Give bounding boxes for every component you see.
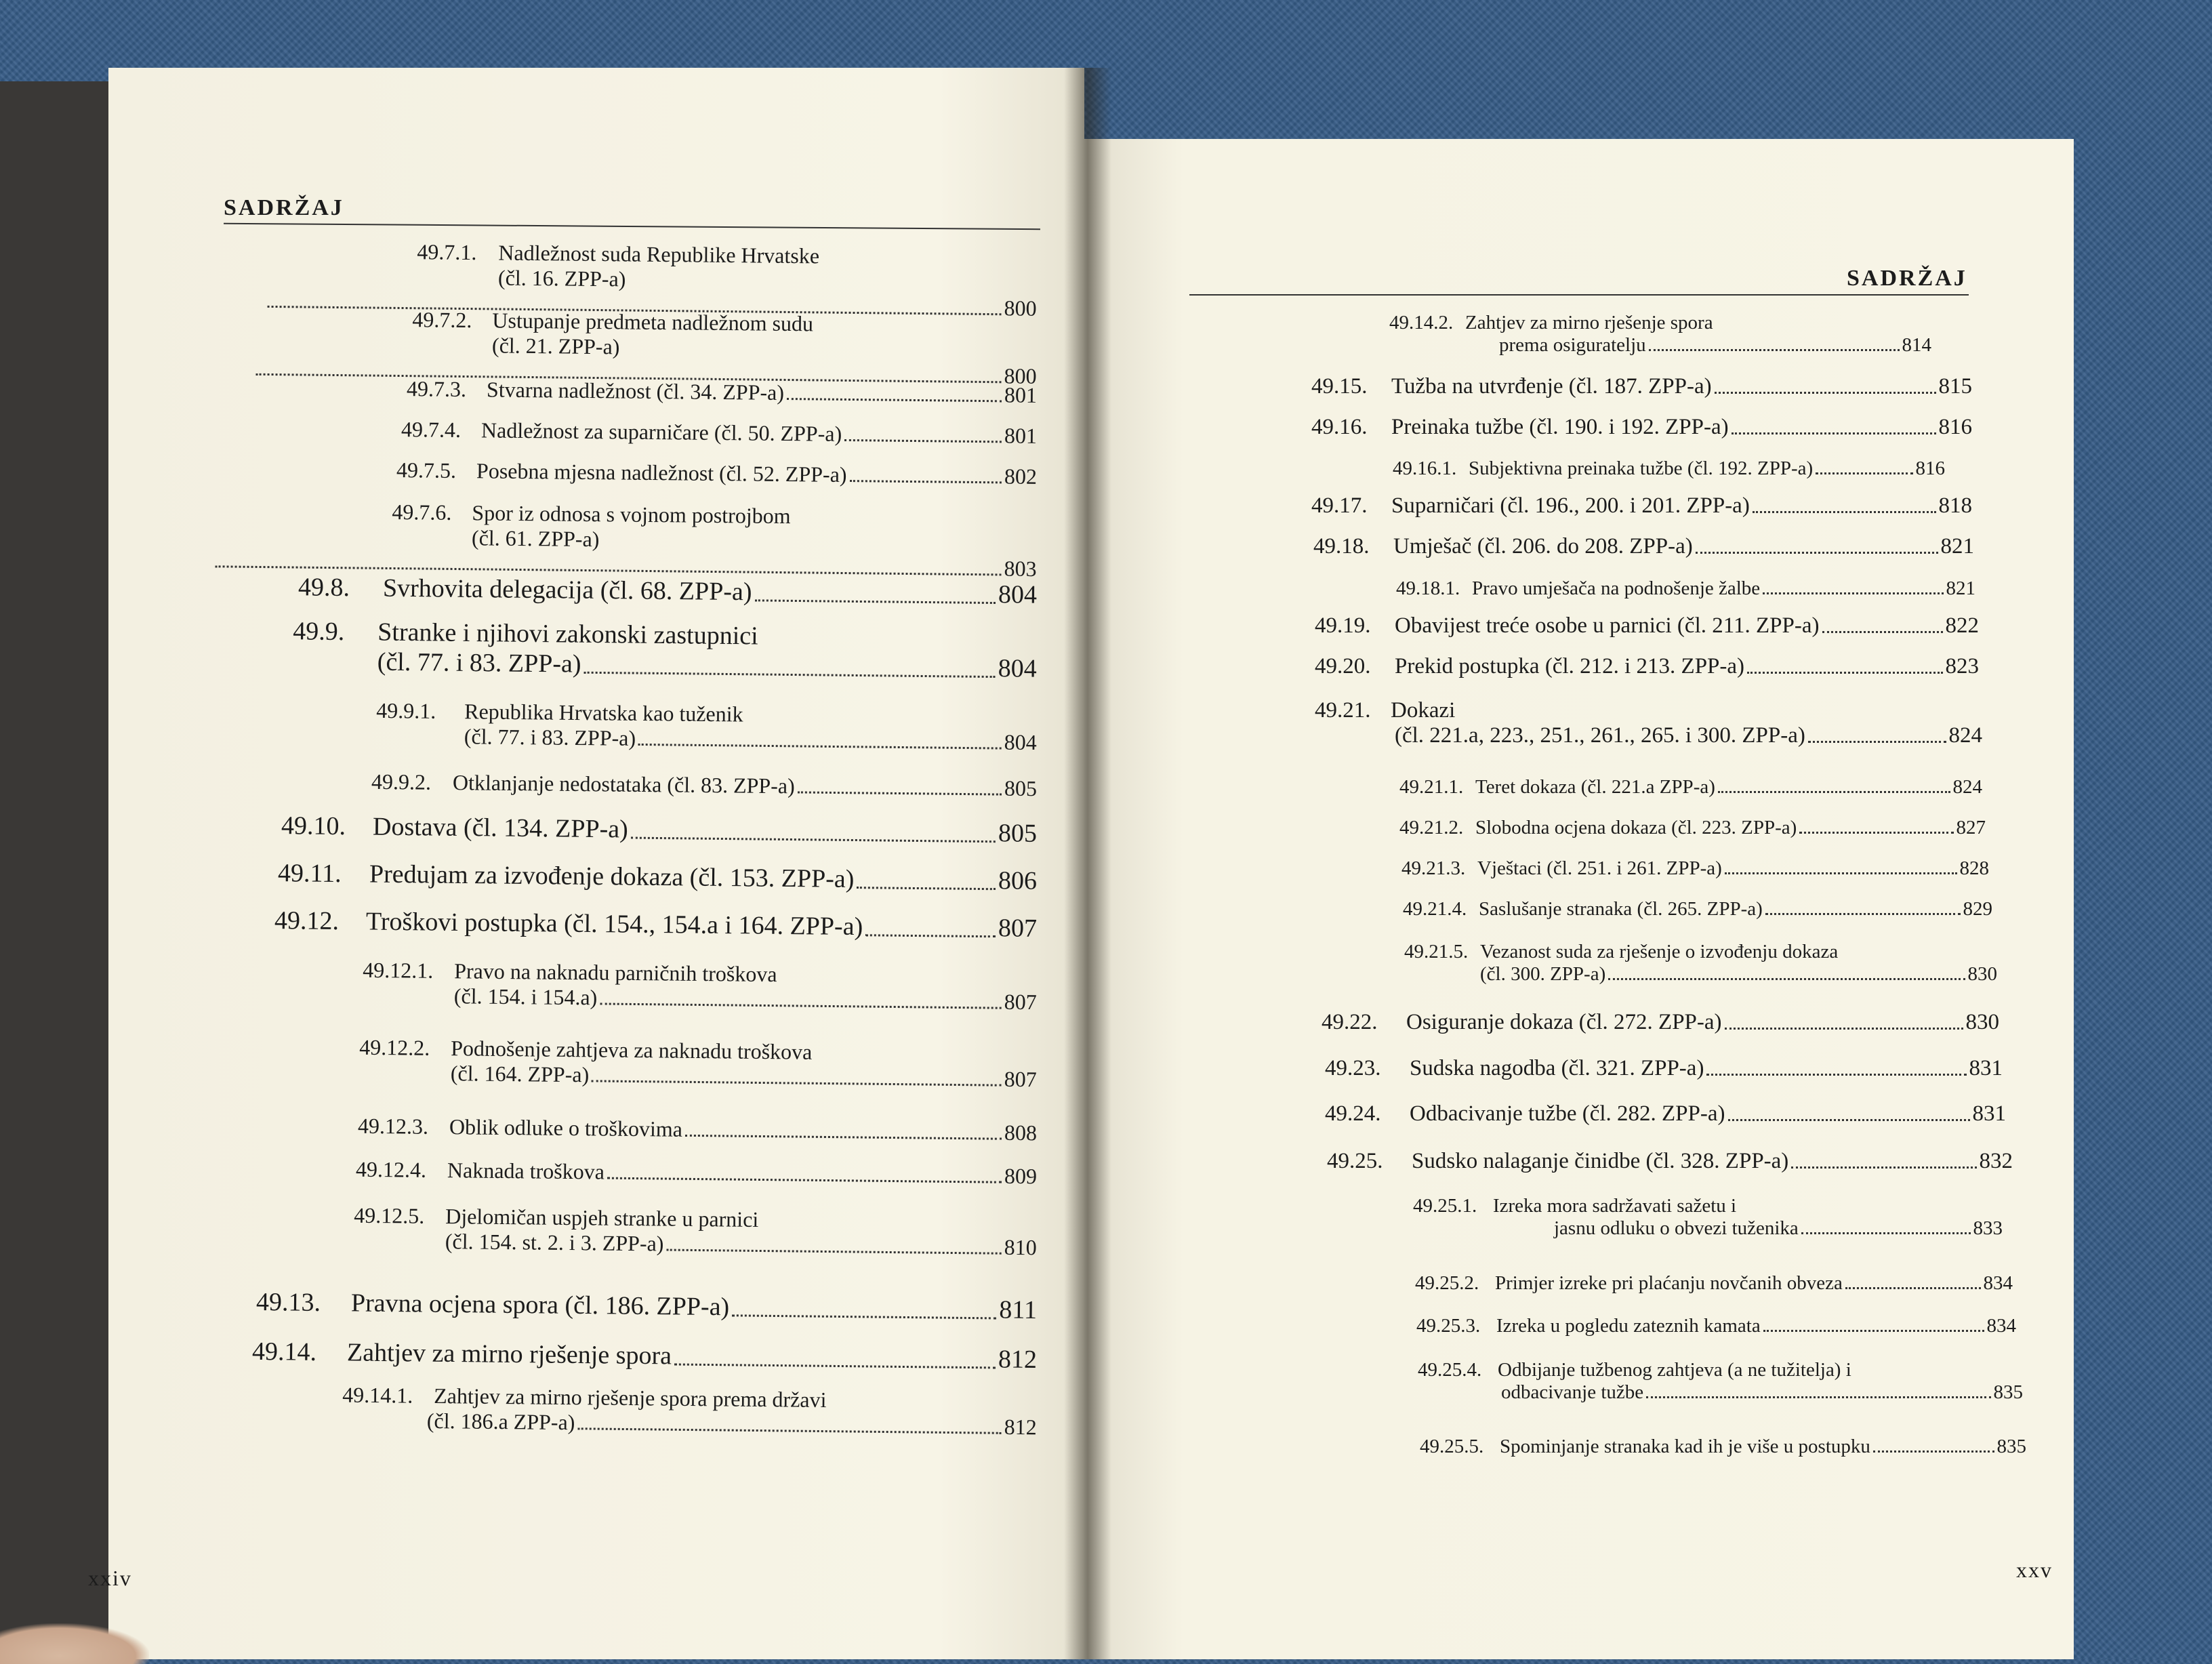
toc-entry-page: 801 [1004, 423, 1038, 448]
toc-entry[interactable] [1401, 857, 1989, 880]
leader-dots [1646, 1396, 1990, 1398]
toc-entry[interactable] [1322, 1010, 1999, 1035]
toc-entry[interactable] [363, 958, 1038, 1015]
toc-entry-title: Umješač (čl. 206. do 208. ZPP-a) [1393, 534, 1693, 559]
toc-entry-number: 49.25.2. [1415, 1272, 1479, 1294]
toc-entry-page: 821 [1940, 534, 1974, 559]
toc-entry-cont: (čl. 186.a ZPP-a) [426, 1408, 575, 1435]
toc-entry-page: 823 [1945, 654, 1979, 678]
toc-entry-number: 49.12.4. [355, 1156, 427, 1182]
toc-entry-number: 49.12.3. [357, 1113, 429, 1139]
toc-entry-number: 49.16.1. [1393, 458, 1457, 479]
toc-entry-cont: (čl. 154. st. 2. i 3. ZPP-a) [445, 1229, 664, 1256]
toc-entry-page: 800 [1004, 296, 1037, 321]
toc-entry-page: 831 [1972, 1101, 2006, 1126]
toc-entry-number: 49.13. [255, 1287, 321, 1317]
toc-entry-number: 49.10. [281, 811, 346, 841]
toc-entry-number: 49.8. [298, 573, 350, 603]
book-gutter [1064, 68, 1111, 1659]
toc-entry-page: 815 [1938, 374, 1972, 399]
toc-entry-page: 809 [1004, 1163, 1038, 1189]
toc-entry-title: Zahtjev za mirno rješenje spora [346, 1338, 672, 1371]
toc-entry-number: 49.12.1. [363, 957, 434, 983]
toc-entry-title: Podnošenje zahtjeva za naknadu troškova [451, 1036, 813, 1064]
toc-entry-cont: (čl. 164. ZPP-a) [450, 1061, 590, 1087]
toc-entry-page: 807 [998, 914, 1038, 943]
right-header-rule [1189, 294, 1969, 296]
leader-dots [1725, 1028, 1963, 1030]
toc-entry-cont: (čl. 21. ZPP-a) [491, 333, 620, 359]
toc-entry-title: Nadležnost za suparničare (čl. 50. ZPP-a) [480, 418, 842, 446]
toc-entry-title: Primjer izreke pri plaćanju novčanih obveza [1495, 1272, 1843, 1294]
leader-dots [592, 1080, 1002, 1086]
leader-dots [607, 1177, 1002, 1183]
right-page-header: SADRŽAJ [1847, 266, 1967, 291]
toc-entry[interactable] [1315, 613, 1979, 638]
toc-entry-page: 807 [1004, 989, 1037, 1015]
leader-dots [1808, 741, 1946, 743]
toc-entry[interactable] [1399, 776, 1982, 798]
toc-entry-title: Tužba na utvrđenje (čl. 187. ZPP-a) [1391, 374, 1712, 399]
toc-entry-page: 824 [1952, 776, 1982, 798]
toc-entry-number: 49.7.5. [396, 458, 457, 483]
toc-entry-number: 49.21.2. [1399, 817, 1464, 838]
leader-dots [1801, 1232, 1971, 1234]
toc-entry-title: Suparničari (čl. 196., 200. i 201. ZPP-a) [1391, 493, 1750, 518]
toc-entry[interactable] [1420, 1436, 2026, 1458]
toc-entry-number: 49.25.4. [1418, 1359, 1482, 1381]
leader-dots [1816, 472, 1912, 474]
toc-entry-page: 811 [999, 1295, 1038, 1325]
toc-entry-title: Spominjanje stranaka kad ih je više u postupku [1500, 1436, 1870, 1457]
toc-entry-cont: (čl. 154. i 154.a) [453, 983, 598, 1010]
toc-entry-number: 49.11. [277, 859, 342, 889]
toc-entry-number: 49.20. [1315, 654, 1371, 678]
toc-entry-title: Pravo na naknadu parničnih troškova [454, 958, 777, 987]
toc-entry-number: 49.16. [1311, 415, 1368, 439]
toc-entry[interactable] [1315, 654, 1979, 679]
leader-dots [666, 1249, 1001, 1255]
leader-dots [1799, 832, 1953, 834]
toc-entry-cont: (čl. 300. ZPP-a) [1480, 963, 1606, 985]
toc-entry[interactable] [1325, 1056, 2003, 1081]
toc-entry-title: Prekid postupka (čl. 212. i 213. ZPP-a) [1395, 654, 1745, 678]
leader-dots [844, 439, 1002, 443]
toc-entry-title: Republika Hrvatska kao tuženik [464, 699, 743, 727]
leader-dots [631, 837, 996, 843]
toc-entry-number: 49.15. [1311, 374, 1368, 399]
toc-entry-cont: jasnu odluku o obvezi tuženika [1554, 1217, 1799, 1239]
toc-entry-page: 835 [1993, 1381, 2023, 1403]
toc-entry-cont: (čl. 16. ZPP-a) [497, 265, 626, 291]
leader-dots [1873, 1450, 1994, 1453]
toc-entry-number: 49.22. [1322, 1010, 1378, 1034]
toc-entry-number: 49.9. [293, 617, 345, 647]
leader-dots [1608, 978, 1965, 980]
toc-entry[interactable] [391, 500, 1037, 582]
toc-entry-title: Subjektivna preinaka tužbe (čl. 192. ZPP-a) [1469, 458, 1814, 479]
toc-entry-title: Odbacivanje tužbe (čl. 282. ZPP-a) [1410, 1101, 1725, 1126]
toc-entry-number: 49.19. [1315, 613, 1371, 638]
toc-entry-title: Dostava (čl. 134. ZPP-a) [372, 812, 628, 844]
toc-entry-page: 829 [1963, 898, 1992, 920]
toc-entry-title: Djelomičan uspjeh stranke u parnici [445, 1204, 759, 1232]
left-folio: xxiv [88, 1566, 132, 1590]
toc-entry-title: Vještaci (čl. 251. i 261. ZPP-a) [1477, 857, 1722, 879]
leader-dots [638, 744, 1002, 750]
toc-entry[interactable] [1396, 577, 1975, 600]
leader-dots [1732, 432, 1936, 434]
toc-entry-title: Svrhovita delegacija (čl. 68. ZPP-a) [382, 573, 752, 607]
leader-dots [1747, 672, 1942, 674]
toc-entry-number: 49.14.1. [342, 1382, 413, 1408]
toc-entry[interactable] [1399, 817, 1986, 839]
toc-entry-number: 49.21.4. [1403, 898, 1467, 920]
leader-dots [1728, 1119, 1970, 1121]
leader-dots [1822, 631, 1943, 633]
toc-entry-page: 816 [1938, 415, 1972, 439]
toc-entry-title: Sudska nagodba (čl. 321. ZPP-a) [1410, 1056, 1704, 1080]
toc-entry-page: 812 [1004, 1414, 1037, 1440]
toc-entry-title: Osiguranje dokaza (čl. 272. ZPP-a) [1406, 1010, 1722, 1034]
leader-dots [1696, 552, 1938, 554]
toc-entry-cont: (čl. 77. i 83. ZPP-a) [377, 647, 581, 678]
leader-dots [1763, 592, 1943, 594]
toc-entry-number: 49.7.3. [406, 376, 467, 402]
toc-entry[interactable] [354, 1203, 1038, 1261]
leader-dots [583, 672, 995, 678]
toc-entry-page: 804 [1004, 729, 1037, 755]
toc-entry[interactable] [1313, 534, 1974, 559]
toc-entry-number: 49.24. [1325, 1101, 1381, 1126]
toc-entry-page: 807 [1004, 1066, 1037, 1092]
left-page-header: SADRŽAJ [224, 195, 344, 220]
toc-entry-title: Slobodna ocjena dokaza (čl. 223. ZPP-a) [1475, 817, 1797, 838]
toc-entry[interactable] [1418, 1359, 2023, 1404]
toc-entry-title: Odbijanje tužbenog zahtjeva (a ne tužitelja) i [1498, 1359, 1851, 1381]
toc-entry-page: 828 [1959, 857, 1989, 879]
toc-entry-title: Stranke i njihovi zakonski zastupnici [377, 617, 758, 651]
toc-entry-page: 834 [1986, 1315, 2016, 1337]
toc-entry-page: 818 [1938, 493, 1972, 518]
toc-entry-cont: odbacivanje tužbe [1501, 1381, 1644, 1403]
toc-entry-page: 808 [1004, 1120, 1038, 1145]
toc-entry-title: Oblik odluke o troškovima [449, 1114, 683, 1141]
toc-entry[interactable] [1393, 458, 1945, 480]
toc-entry-page: 834 [1983, 1272, 2013, 1294]
toc-entry-title: Pravo umješača na podnošenje žalbe [1472, 577, 1761, 599]
toc-entry-number: 49.25. [1327, 1149, 1383, 1173]
finger [0, 1623, 149, 1664]
toc-entry-title: Spor iz odnosa s vojnom postrojbom [472, 500, 791, 529]
toc-entry-number: 49.7.1. [417, 239, 477, 265]
toc-entry-page: 800 [1004, 363, 1037, 388]
leader-dots [600, 1002, 1001, 1009]
leader-dots [1649, 349, 1900, 351]
toc-entry-cont: (čl. 77. i 83. ZPP-a) [464, 724, 636, 750]
toc-entry-number: 49.12.5. [354, 1202, 425, 1228]
toc-entry-title: Vezanost suda za rješenje o izvođenju dokaza [1480, 941, 1839, 962]
toc-entry-number: 49.21. [1315, 698, 1371, 723]
leader-dots [798, 791, 1002, 795]
toc-entry[interactable] [1327, 1149, 2013, 1174]
toc-entry-number: 49.25.1. [1413, 1195, 1477, 1217]
toc-entry-title: Zahtjev za mirno rješenje spora [1465, 312, 1713, 333]
toc-entry[interactable] [1389, 312, 1931, 357]
toc-entry-page: 824 [1948, 723, 1982, 748]
toc-entry[interactable] [359, 1035, 1038, 1092]
leader-dots [1718, 791, 1950, 793]
toc-entry-page: 804 [998, 654, 1037, 683]
toc-entry-page: 827 [1956, 817, 1986, 838]
toc-entry[interactable] [1415, 1272, 2013, 1295]
toc-entry-number: 49.17. [1311, 493, 1368, 518]
toc-entry-page: 833 [1973, 1217, 2003, 1239]
leader-dots [1791, 1166, 1976, 1169]
toc-entry-page: 805 [998, 819, 1038, 848]
toc-entry-title: Posebna mjesna nadležnost (čl. 52. ZPP-a) [476, 458, 847, 487]
toc-entry-number: 49.21.3. [1401, 857, 1466, 879]
toc-entry-title: Otklanjanje nedostataka (čl. 83. ZPP-a) [452, 770, 795, 798]
toc-entry-page: 804 [998, 580, 1038, 609]
toc-entry-page: 806 [998, 866, 1038, 895]
leader-dots [1845, 1287, 1981, 1289]
leader-dots [865, 934, 996, 937]
toc-entry[interactable] [1413, 1195, 2003, 1240]
leader-dots [685, 1135, 1002, 1140]
toc-entry-page: 822 [1945, 613, 1979, 638]
toc-entry-page: 832 [1979, 1149, 2013, 1173]
toc-entry[interactable] [293, 616, 1038, 683]
toc-entry-page: 810 [1004, 1234, 1037, 1260]
toc-entry-page: 803 [1004, 556, 1037, 581]
toc-entry-cont: prema osiguratelju [1499, 334, 1646, 356]
toc-entry-page: 830 [1967, 963, 1997, 985]
toc-entry[interactable] [1325, 1101, 2006, 1127]
leader-dots [1715, 392, 1936, 394]
toc-entry-title: Teret dokaza (čl. 221.a ZPP-a) [1475, 776, 1715, 798]
toc-entry[interactable] [1315, 698, 1982, 748]
toc-entry-number: 49.9.2. [371, 769, 432, 794]
toc-entry-title: Preinaka tužbe (čl. 190. i 192. ZPP-a) [1391, 415, 1729, 439]
leader-dots [787, 398, 1002, 402]
toc-entry-number: 49.7.6. [392, 500, 452, 525]
toc-entry-number: 49.7.2. [412, 307, 472, 333]
toc-entry-page: 835 [1996, 1436, 2026, 1457]
toc-entry-number: 49.14.2. [1389, 312, 1454, 333]
toc-entry-page: 814 [1902, 334, 1931, 356]
toc-entry-page: 812 [998, 1345, 1038, 1375]
leader-dots [1706, 1074, 1966, 1076]
toc-entry-page: 821 [1946, 577, 1975, 599]
leader-dots [857, 887, 996, 890]
right-folio: xxv [2016, 1558, 2053, 1582]
toc-entry-page: 801 [1004, 382, 1038, 407]
toc-entry[interactable] [1311, 374, 1972, 399]
leader-dots [1765, 913, 1961, 915]
toc-entry-page: 802 [1004, 464, 1038, 489]
toc-entry-page: 816 [1915, 458, 1945, 479]
toc-entry-title: Saslušanje stranaka (čl. 265. ZPP-a) [1479, 898, 1763, 920]
toc-entry[interactable] [376, 698, 1038, 755]
toc-entry-title: Predujam za izvođenje dokaza (čl. 153. ZPP-a) [369, 859, 855, 894]
toc-entry[interactable] [1311, 415, 1972, 440]
toc-entry-title: Zahtjev za mirno rješenje spora prema državi [434, 1383, 827, 1413]
leader-dots [1763, 1330, 1984, 1332]
leader-dots [674, 1363, 996, 1368]
toc-entry-page: 831 [1969, 1056, 2003, 1080]
toc-entry-cont: (čl. 61. ZPP-a) [471, 525, 600, 552]
toc-entry-number: 49.25.5. [1420, 1436, 1484, 1457]
toc-entry[interactable] [342, 1383, 1038, 1440]
toc-entry-title: Obavijest treće osobe u parnici (čl. 211. ZPP-a) [1395, 613, 1820, 638]
toc-entry-page: 830 [1965, 1010, 1999, 1034]
toc-entry-title: Sudsko nalaganje činidbe (čl. 328. ZPP-a) [1412, 1149, 1789, 1173]
toc-entry-title: Izreka u pogledu zateznih kamata [1496, 1315, 1761, 1337]
toc-entry-number: 49.12. [274, 906, 340, 936]
toc-entry[interactable] [1404, 941, 1997, 986]
toc-entry-number: 49.18.1. [1396, 577, 1460, 599]
leader-dots [577, 1427, 1001, 1434]
toc-entry-cont: (čl. 221.a, 223., 251., 261., 265. i 300. ZPP-a) [1395, 723, 1805, 748]
toc-entry-number: 49.12.2. [359, 1034, 430, 1060]
toc-entry-title: Ustupanje predmeta nadležnom sudu [492, 308, 814, 336]
toc-entry[interactable] [1311, 493, 1972, 519]
leader-dots [849, 480, 1001, 483]
toc-entry-number: 49.14. [251, 1337, 317, 1366]
toc-entry-title: Troškovi postupka (čl. 154., 154.a i 164. ZPP-a) [365, 907, 863, 941]
leader-dots [1725, 872, 1957, 874]
leader-dots [732, 1314, 996, 1319]
toc-entry[interactable] [1416, 1315, 2016, 1337]
toc-entry-title: Dokazi [1391, 698, 1456, 723]
toc-entry-title: Pravna ocjena spora (čl. 186. ZPP-a) [350, 1288, 730, 1322]
toc-entry-title: Izreka mora sadržavati sažetu i [1493, 1195, 1737, 1217]
toc-entry-number: 49.9.1. [376, 697, 436, 723]
toc-entry-number: 49.25.3. [1416, 1315, 1481, 1337]
toc-entry[interactable] [1403, 898, 1992, 920]
toc-entry-page: 805 [1004, 775, 1038, 801]
leader-dots [754, 599, 995, 604]
toc-entry-number: 49.7.4. [401, 417, 462, 443]
toc-entry-title: Stvarna nadležnost (čl. 34. ZPP-a) [486, 377, 785, 405]
leader-dots [1753, 511, 1936, 513]
toc-entry-number: 49.23. [1325, 1056, 1381, 1080]
toc-entry-title: Naknada troškova [447, 1158, 605, 1184]
toc-entry-number: 49.18. [1313, 534, 1370, 559]
toc-entry-number: 49.21.1. [1399, 776, 1464, 798]
toc-entry-title: Nadležnost suda Republike Hrvatske [498, 240, 820, 268]
toc-entry-number: 49.21.5. [1404, 941, 1469, 962]
